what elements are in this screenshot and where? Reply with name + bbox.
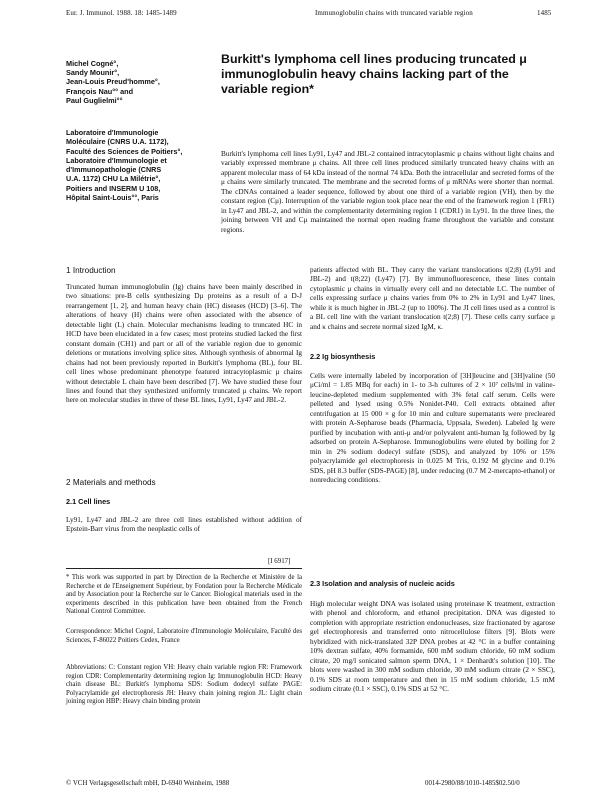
affiliation-line: Moléculaire (CNRS U.A. 1172), (66, 137, 169, 147)
journal-reference: Eur. J. Immunol. 1988. 18: 1485-1489 (66, 9, 177, 17)
affiliation-line: Poitiers and INSERM U 108, (66, 183, 161, 193)
affiliation-line: U.A. 1172) CHU La Milétrie°, (66, 174, 161, 184)
author-name: Michel Cogné°, (66, 59, 119, 68)
nucleic-acids-heading: 2.3 Isolation and analysis of nucleic acids (310, 579, 455, 588)
biosynthesis-heading: 2.2 Ig biosynthesis (310, 352, 376, 361)
author-name: Sandy Mounir°, (66, 68, 120, 78)
affiliation-line: d'Immunopathologie (CNRS (66, 165, 162, 175)
affiliation-line: Laboratoire d'Immunologie (66, 128, 159, 137)
issn-code: 0014-2980/88/1010-1485$02.50/0 (425, 780, 520, 787)
article-title: Burkitt's lymphoma cell lines producing truncated μ immunoglobulin heavy chains lacking part of the variable region* (221, 52, 527, 97)
funding-footnote: * This work was supported in part by Direction de la Recherche et Ministère de la Recherche et de l'Enseignement Supérieur, by Fondation pour la Recherche Médicale and by Association pour la Recherche sur le Cancer. Biological materials used in the experiments described in this publication have been obtained from the French National Control Committee. (66, 574, 302, 616)
page-number: 1485 (537, 9, 552, 17)
methods-heading: 2 Materials and methods (66, 478, 156, 487)
affiliation-line: Hôpital Saint-Louis°°, Paris (66, 193, 159, 203)
abstract: Burkitt's lymphoma cell lines Ly91, Ly47 and JBL-2 contained intracytoplasmic μ chains without light chains and variably expressed membrane μ chains. All three cell lines produced similarly truncated heavy chains with an apparent molecular mass of 64 kDa instead of the normal 74 kDa. Both the intracellular and secreted forms of the μ chains were similarly truncated. The membrane and the secreted forms of μ mRNAs were shorter than normal. The cDNAs contained a leader sequence, followed by about one third of a variable region (VH), then by the constant region (Cμ). Interruption of the variable region took place near the end of the framework region 1 (FR1) in Ly47 and JBL-2, and within the complementarity determining region 1 (CDR1) in Ly91. In the three lines, the joining between VH and Cμ maintained the normal open reading frame throughout the variable and constant regions. (221, 150, 554, 234)
running-title: Immunoglobulin chains with truncated variable region (315, 9, 473, 17)
author-name: Paul Guglielmi°° (66, 95, 123, 105)
cell-lines-continued: patients affected with BL. They carry the variant translocations t(2;8) (Ly91 and JBL-2) and t(8;22) (Ly47) [7]. By immunofluorescence, these lines contain cytoplasmic μ chains in virtually every cell and no detectable LC. The number of cells expressing surface μ chains varies from 0% to 2% in Ly91 and Ly47 lines, while it is much higher in JBL-2 (up to 100%). The JI cell lines used as a control is a BL cell line with the variant translocation t(2;8) [7]. These cells carry surface μ and κ chains and secrete normal sized IgM, κ. (310, 266, 555, 331)
correspondence-note: Correspondence: Michel Cogné, Laboratoire d'Immunologie Moléculaire, Faculté des Sciences, F-86022 Poitiers Cedex, France (66, 628, 302, 644)
introduction-heading: 1 Introduction (66, 266, 116, 275)
abbreviations-note: Abbreviations: C: Constant region VH: Heavy chain variable region FR: Framework region CDR: Complementarity determining region Ig: Immunoglobulin HCD: Heavy chain disease BL: Burkitt's lymphoma SDS: Sodium dodecyl sulfate PAGE: Polyacrylamide gel electrophoresis JH: Heavy chain joining region JL: Light chain joining region HBP: Heavy chain binding protein (66, 664, 302, 706)
copyright-line: © VCH Verlagsgesellschaft mbH, D-6940 Weinheim, 1988 (66, 780, 230, 787)
affiliation-block (66, 128, 208, 202)
cell-lines-text: Ly91, Ly47 and JBL-2 are three cell lines established without addition of Epstein-Barr virus from the neoplastic cells of (66, 516, 302, 534)
author-list (66, 59, 206, 105)
manuscript-code: [I 6917] (268, 558, 291, 565)
nucleic-acids-text: High molecular weight DNA was isolated using proteinase K treatment, extraction with phenol and chloroform, and ethanol precipitation. DNA was digested to completion with appropriate restriction endonucleases, size fractionated by agarose gel electrophoresis and transferred onto nitrocellulose filters [9]. Blots were hybridized with nick-translated 32P DNA probes at 42 °C in a buffer containing 10% dextran sulfate, 40% formamide, 600 mM sodium chloride, 60 mM sodium citrate, 20 mg/l sonicated salmon sperm DNA, 1 × Denhardt's solution [10]. The blots were washed in 300 mM sodium chloride, 30 mM sodium citrate (2 × SSC), 0.1% SDS at room temperature and then in 15 mM sodium chloride, 1.5 mM sodium citrate (0.1 × SSC), 0.1% SDS at 52 °C. (310, 600, 555, 694)
affiliation-line: Faculté des Sciences de Poitiers°, (66, 146, 183, 156)
author-name: Jean-Louis Preud'homme°, (66, 77, 160, 87)
cell-lines-heading: 2.1 Cell lines (66, 497, 111, 506)
biosynthesis-text: Cells were internally labeled by incorporation of [3H]leucine and [3H]valine (50 μCi/ml = 1.85 MBq for each) in 1- to 3-h cultures of 2 × 10⁷ cells/ml in valine-leucine-depleted medium supplemented with 3% fetal calf serum. Cells were pelleted and lysed using 0.5% Nonidet-P40. Cell extracts obtained after centrifugation at 15 000 × g for 10 min and culture supernatants were precleared with protein A-Sepharose beads (Pharmacia, Uppsala, Sweden). Labeled Ig were purified by incubation with anti-μ and/or polyvalent anti-human Ig followed by Ig adsorbed on protein A-Sepharose. Immunoglobulins were eluted by boiling for 2 min in 2% sodium dodecyl sulfate (SDS), and analyzed by 10% or 15% polyacrylamide gel electrophoresis in 0.025 M Tris, 0.192 M glycine and 0.1% SDS, pH 8.3 buffer (SDS-PAGE) [8], under reducing (0.7 M 2-mercapto-ethanol) or nonreducing conditions. (310, 372, 555, 484)
introduction-text: Truncated human immunoglobulin (Ig) chains have been mainly described in two situations: pre-B cells synthesizing Dμ proteins as a result of a D-J rearrangement [1, 2], and human heavy chain (HC) diseases (HCD) [3–6]. The alterations of heavy (H) chains were often associated with the absence of detectable light (L) chain. Molecular mechanisms leading to truncated HC in HCD have been elucidated in a few cases; most proteins studied lacked the first constant domain (CH1) and part or all of the variable region due to genomic deletions or mutations involving splice sites. Although synthesis of abnormal Ig chains had not been previously reported in Burkitt's lymphoma (BL), four BL cell lines whose predominant phenotype featured intracytoplasmic μ chains without detectable L chain have been described [7]. We have studied these four lines and found that they synthesized uniformly truncated μ chains. We report here on molecular studies in three of these BL lines, Ly91, Ly47 and JBL-2. (66, 283, 302, 405)
author-name: François Nau°° and (66, 86, 134, 96)
affiliation-line: Laboratoire d'Immunologie et (66, 155, 167, 165)
footnote-divider (66, 568, 302, 569)
